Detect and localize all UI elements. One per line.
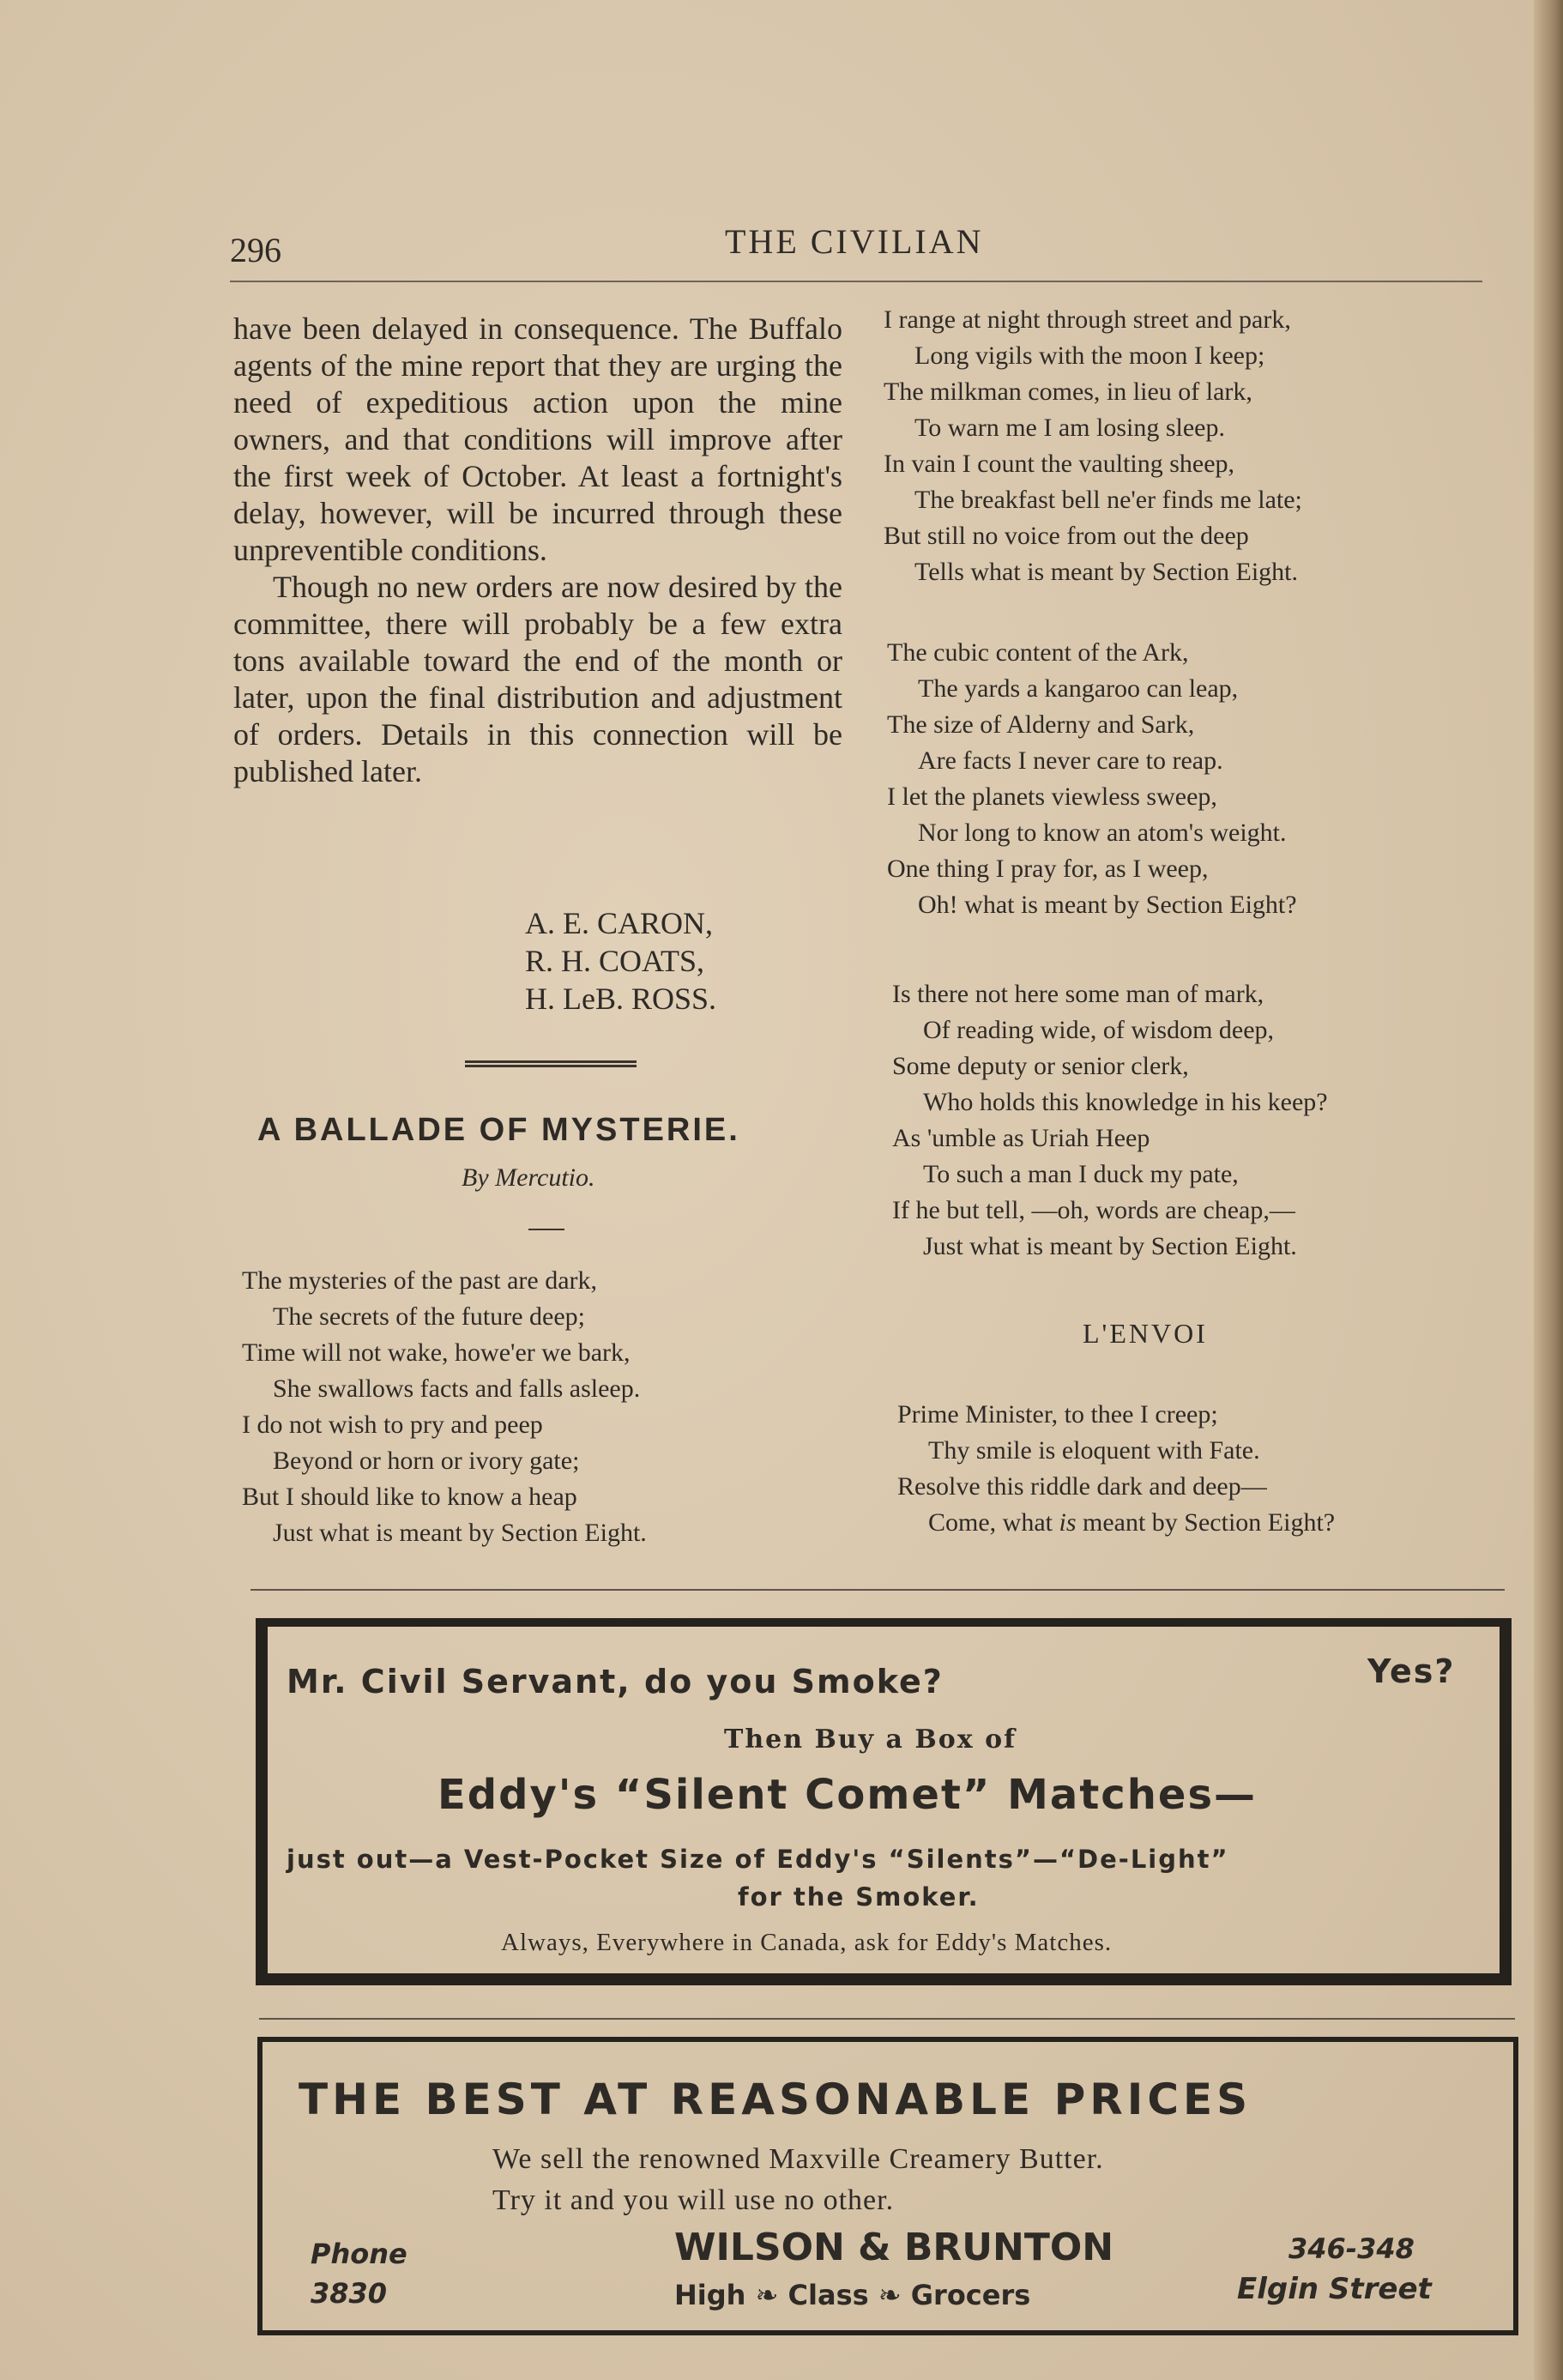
verse-line: I range at night through street and park, xyxy=(884,305,1291,334)
verse-line: The mysteries of the past are dark, xyxy=(242,1266,598,1295)
envoi-title: L'ENVOI xyxy=(1083,1318,1208,1349)
stanza-1 xyxy=(242,1263,647,1551)
signature-coats: R. H. COATS, xyxy=(525,944,705,978)
grocers-advertisement xyxy=(257,2037,1518,2335)
ad-matches-tagline: Always, Everywhere in Canada, ask for Eddy's Matches. xyxy=(501,1929,1113,1956)
ad-matches-product: Eddy's “Silent Comet” Matches— xyxy=(438,1771,1258,1819)
article-continuation xyxy=(233,311,842,790)
ad-grocers-phone-number: 3830 xyxy=(311,2277,388,2310)
verse-line: If he but tell, —oh, words are cheap,— xyxy=(892,1196,1295,1224)
stanza-2 xyxy=(884,302,1302,590)
verse-line: Thy smile is eloquent with Fate. xyxy=(928,1436,1260,1465)
ad-matches-detail: just out—a Vest-Pocket Size of Eddy's “Silents”—“De-Light” xyxy=(287,1845,1229,1874)
verse-line: Oh! what is meant by Section Eight? xyxy=(918,891,1297,919)
byline-rule xyxy=(528,1229,564,1230)
verse-line: Of reading wide, of wisdom deep, xyxy=(923,1016,1275,1044)
verse-line: I let the planets viewless sweep, xyxy=(887,782,1217,811)
page-edge-shadow xyxy=(1534,0,1563,2380)
verse-line: To such a man I duck my pate, xyxy=(923,1160,1239,1188)
ballade-byline: By Mercutio. xyxy=(462,1163,595,1192)
verse-line: She swallows facts and falls asleep. xyxy=(273,1374,641,1403)
stanza-4 xyxy=(892,976,1328,1265)
verse-italic-word: is xyxy=(1059,1508,1077,1537)
verse-line: Are facts I never care to reap. xyxy=(918,746,1223,775)
verse-line: In vain I count the vaulting sheep, xyxy=(884,450,1235,478)
signature-ross: H. LeB. ROSS. xyxy=(525,982,717,1016)
envoi-stanza xyxy=(897,1397,1335,1541)
verse-line: Who holds this knowledge in his keep? xyxy=(923,1088,1328,1116)
signature-caron: A. E. CARON, xyxy=(525,906,714,940)
ad-separator-rule xyxy=(250,1589,1505,1591)
verse-line: Time will not wake, howe'er we bark, xyxy=(242,1338,631,1367)
verse-line: One thing I pray for, as I weep, xyxy=(887,855,1209,883)
verse-line: Is there not here some man of mark, xyxy=(892,980,1264,1008)
verse-line: But still no voice from out the deep xyxy=(884,522,1249,550)
ad-grocers-tagline: High ❧ Class ❧ Grocers xyxy=(674,2279,1031,2311)
verse-line: Prime Minister, to thee I creep; xyxy=(897,1400,1218,1429)
ad-grocers-firm-name: WILSON & BRUNTON xyxy=(674,2226,1114,2269)
verse-line: As 'umble as Uriah Heep xyxy=(892,1124,1150,1152)
running-head: THE CIVILIAN xyxy=(725,222,984,261)
ad-grocers-phone-label: Phone xyxy=(311,2238,407,2270)
verse-line: The secrets of the future deep; xyxy=(273,1302,585,1331)
verse-line: Just what is meant by Section Eight. xyxy=(273,1519,647,1547)
ad-grocers-headline: THE BEST AT REASONABLE PRICES xyxy=(299,2075,1252,2124)
ad-grocers-butter-line: We sell the renowned Maxville Creamery Butter. xyxy=(492,2143,1104,2175)
ad-matches-headline: Mr. Civil Servant, do you Smoke? xyxy=(287,1663,944,1700)
ad-matches-for-smoker: for the Smoker. xyxy=(738,1882,980,1912)
page-number: 296 xyxy=(230,231,281,269)
verse-line: The size of Alderny and Sark, xyxy=(887,710,1195,739)
article-paragraph-2: Though no new orders are now desired by the committee, there will probably be a few extra tons available toward the end of the month or later, upon the final distribution and adjustment of orders. Details in this connection will be published later. xyxy=(233,570,842,788)
verse-line: The yards a kangaroo can leap, xyxy=(918,674,1239,703)
verse-fragment: Come, what xyxy=(928,1508,1053,1537)
verse-line: I do not wish to pry and peep xyxy=(242,1410,543,1439)
verse-fragment: meant by Section Eight? xyxy=(1083,1508,1336,1537)
signature-block xyxy=(525,904,716,1018)
verse-line: Nor long to know an atom's weight. xyxy=(918,819,1287,847)
verse-line: But I should like to know a heap xyxy=(242,1483,577,1511)
header-rule xyxy=(230,281,1482,282)
verse-line: The breakfast bell ne'er finds me late; xyxy=(914,486,1302,514)
verse-line: Beyond or horn or ivory gate; xyxy=(273,1447,580,1475)
verse-line: Just what is meant by Section Eight. xyxy=(923,1232,1297,1260)
verse-line: To warn me I am losing sleep. xyxy=(914,414,1225,442)
verse-line: Resolve this riddle dark and deep— xyxy=(897,1472,1267,1501)
ad-separator-rule xyxy=(259,2018,1515,2020)
ad-grocers-try-line: Try it and you will use no other. xyxy=(492,2184,895,2216)
verse-line: Tells what is meant by Section Eight. xyxy=(914,558,1298,586)
ad-grocers-address-number: 346-348 xyxy=(1288,2232,1415,2265)
verse-line: Long vigils with the moon I keep; xyxy=(914,341,1265,370)
ad-matches-subhead: Then Buy a Box of xyxy=(724,1725,1017,1755)
matches-advertisement xyxy=(256,1618,1512,1985)
verse-line: The cubic content of the Ark, xyxy=(887,638,1189,667)
ad-matches-yes: Yes? xyxy=(1367,1652,1456,1690)
ad-grocers-address-street: Elgin Street xyxy=(1237,2272,1432,2306)
article-paragraph-1: have been delayed in consequence. The Buffalo agents of the mine report that they are urging the need of expeditious action upon the mine owners, and that conditions will improve after the first week of October. At least a fortnight's delay, however, will be incurred through these unpreventible conditions. xyxy=(233,311,842,567)
ballade-title: A BALLADE OF MYSTERIE. xyxy=(257,1112,740,1148)
stanza-3 xyxy=(887,635,1297,923)
verse-line: The milkman comes, in lieu of lark, xyxy=(884,378,1252,406)
verse-line: Some deputy or senior clerk, xyxy=(892,1052,1189,1080)
verse-line xyxy=(897,1505,1335,1541)
section-double-rule xyxy=(465,1060,637,1067)
